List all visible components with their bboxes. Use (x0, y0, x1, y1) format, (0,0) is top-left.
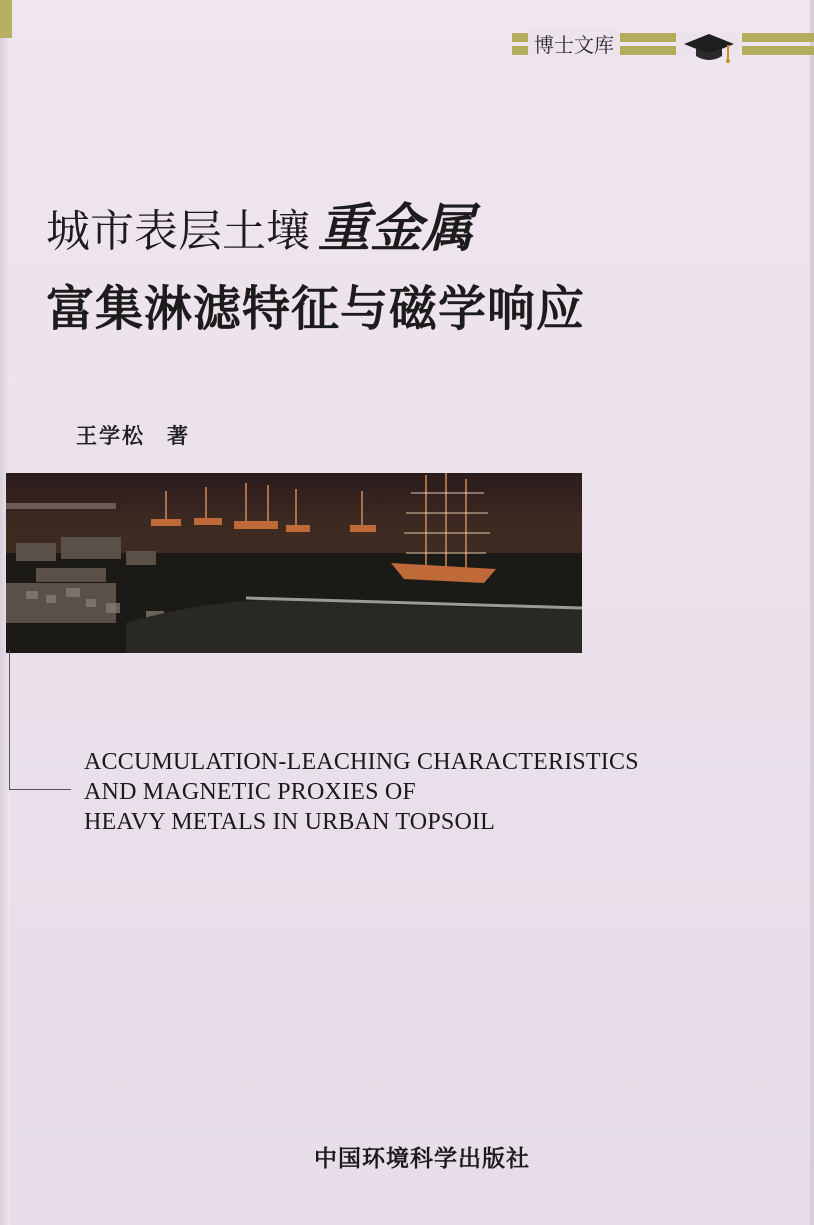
author-role: 著 (167, 423, 190, 448)
cover-photo (6, 473, 582, 653)
title-line-2: 富集淋滤特征与磁学响应 (46, 281, 586, 337)
author-line (76, 420, 190, 450)
graduation-cap-icon (676, 28, 742, 68)
bracket-vertical (9, 650, 10, 790)
title-line-1 (46, 200, 474, 261)
bracket-horizontal (9, 789, 71, 790)
english-title-line-1: ACCUMULATION-LEACHING CHARACTERISTICS (84, 749, 639, 775)
title-emphasis: 重金属 (318, 198, 475, 259)
title-main: 城市表层土壤 (46, 206, 310, 257)
series-label: 博士文库 (528, 30, 620, 60)
corner-accent (0, 0, 12, 38)
scan-edge (810, 0, 814, 1225)
author-name: 王学松 (76, 423, 145, 448)
english-title-line-3: HEAVY METALS IN URBAN TOPSOIL (84, 809, 496, 835)
english-title-line-2: AND MAGNETIC PROXIES OF (84, 779, 416, 805)
publisher-name: 中国环境科学出版社 (314, 1145, 530, 1172)
english-title (84, 747, 639, 837)
series-banner (512, 30, 814, 60)
